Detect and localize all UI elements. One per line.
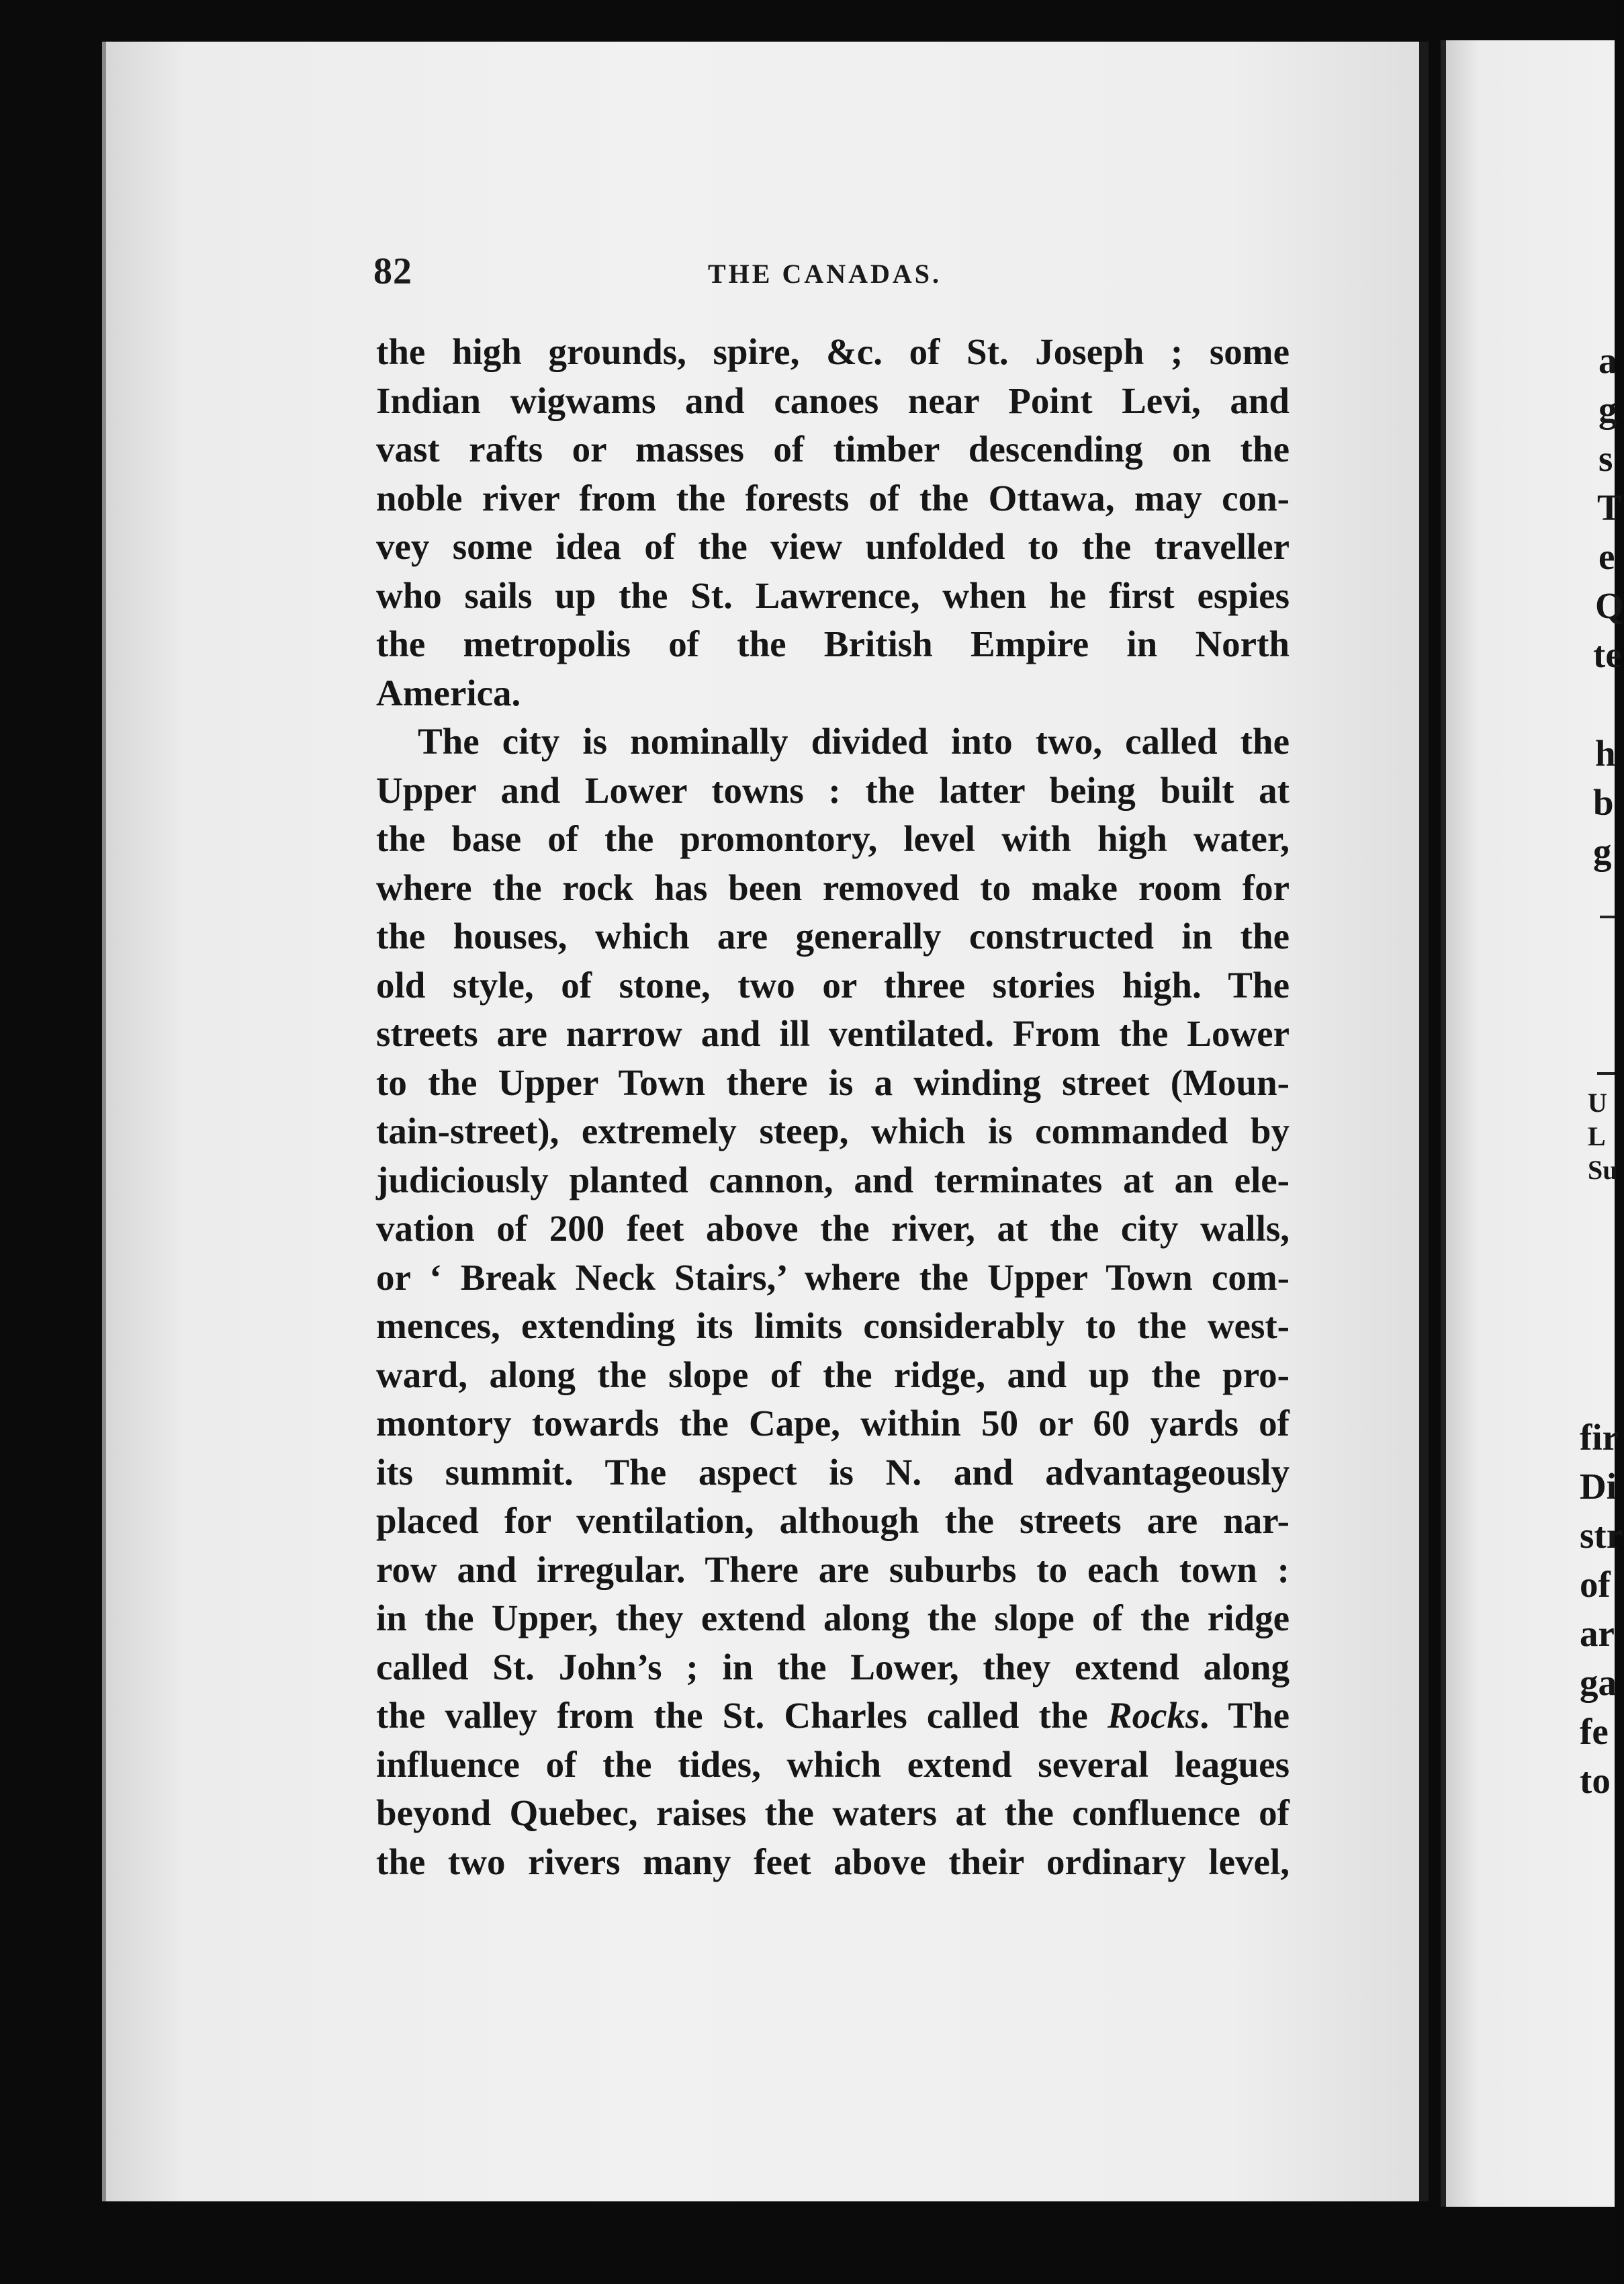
text-line: America.	[376, 672, 521, 713]
text-line: the metropolis of the British Empire in North	[376, 623, 1290, 664]
text-line: or ‘ Break Neck Stairs,’ where the Upper Town com-	[376, 1256, 1290, 1298]
text-line: vey some idea of the view unfolded to the traveller	[376, 526, 1290, 567]
text-line: vation of 200 feet above the river, at the city walls,	[376, 1208, 1290, 1249]
text-line: called St. John’s ; in the Lower, they extend along	[376, 1646, 1290, 1687]
text-line: ward, along the slope of the ridge, and up the pro-	[376, 1354, 1290, 1395]
table-rule	[1597, 1072, 1615, 1075]
right-page-fragment: L	[1588, 1121, 1606, 1151]
text-line: where the rock has been removed to make room for	[376, 867, 1290, 908]
text-line: influence of the tides, which extend several leagues	[376, 1743, 1290, 1785]
right-page-fragment: g	[1598, 389, 1617, 430]
right-page-fragment: Q	[1595, 585, 1624, 626]
text-line: the high grounds, spire, &c. of St. Joseph ; some	[376, 331, 1290, 372]
right-page-fragment: fir	[1580, 1417, 1619, 1458]
text-fragment: . The	[1200, 1695, 1290, 1736]
right-page-fragment: g	[1593, 831, 1612, 872]
right-page-fragment: T	[1597, 487, 1622, 528]
right-page-fragment: Su	[1588, 1155, 1618, 1185]
text-line: who sails up the St. Lawrence, when he first espies	[376, 574, 1290, 616]
right-page-fragment: ar	[1580, 1613, 1615, 1654]
text-line: the base of the promontory, level with high water,	[376, 818, 1290, 859]
page-number: 82	[373, 251, 412, 292]
right-page-fragment: h	[1595, 733, 1616, 774]
right-page-fragment: str	[1580, 1515, 1623, 1556]
text-line: its summit. The aspect is N. and advantageously	[376, 1451, 1290, 1493]
text-line: in the Upper, they extend along the slope of the ridge	[376, 1597, 1290, 1638]
text-line: beyond Quebec, raises the waters at the confluence of	[376, 1792, 1290, 1833]
running-title: THE CANADAS.	[708, 259, 942, 289]
text-line: streets are narrow and ill ventilated. From the Lower	[376, 1013, 1290, 1054]
text-line: old style, of stone, two or three stories high. The	[376, 964, 1290, 1006]
text-line: noble river from the forests of the Ottawa, may con-	[376, 477, 1290, 519]
right-page-fragment: e	[1598, 536, 1615, 577]
italic-word: Rocks	[1107, 1695, 1200, 1736]
text-line: Indian wigwams and canoes near Point Levi, and	[376, 380, 1290, 421]
right-page-fragment: U	[1588, 1088, 1607, 1118]
text-line: the houses, which are generally constructed in the	[376, 916, 1290, 957]
right-page-fragment: b	[1593, 782, 1614, 823]
text-line: placed for ventilation, although the streets are nar-	[376, 1500, 1290, 1541]
text-line: mences, extending its limits considerably to the west-	[376, 1305, 1290, 1346]
right-page-fragment: s	[1598, 438, 1613, 479]
right-page-fragment: of	[1580, 1564, 1611, 1605]
text-line: the two rivers many feet above their ordinary level,	[376, 1841, 1290, 1882]
table-rule	[1600, 916, 1615, 918]
text-line: montory towards the Cape, within 50 or 60 yards of	[376, 1403, 1290, 1444]
right-page-fragment: to	[1580, 1760, 1611, 1801]
text-fragment: the valley from the St. Charles called the	[376, 1695, 1088, 1736]
text-line: Upper and Lower towns : the latter being built at	[376, 769, 1290, 811]
right-page-fragment: te	[1593, 634, 1622, 675]
body-text	[376, 328, 1290, 1886]
text-line: judiciously planted cannon, and terminates at an ele-	[376, 1159, 1290, 1200]
right-page-fragment: fe	[1580, 1711, 1609, 1752]
text-line: tain-street), extremely steep, which is commanded by	[376, 1110, 1290, 1151]
right-page-fragment: ga	[1580, 1662, 1617, 1703]
text-line: row and irregular. There are suburbs to each town :	[376, 1548, 1290, 1590]
text-line: vast rafts or masses of timber descending on the	[376, 429, 1290, 470]
text-line-rocks	[376, 1692, 1290, 1741]
right-page-fragment: a	[1598, 340, 1617, 381]
text-line: to the Upper Town there is a winding street (Moun-	[376, 1061, 1290, 1103]
right-page-fragment: Di	[1580, 1466, 1617, 1507]
text-line: The city is nominally divided into two, called the	[418, 721, 1290, 762]
